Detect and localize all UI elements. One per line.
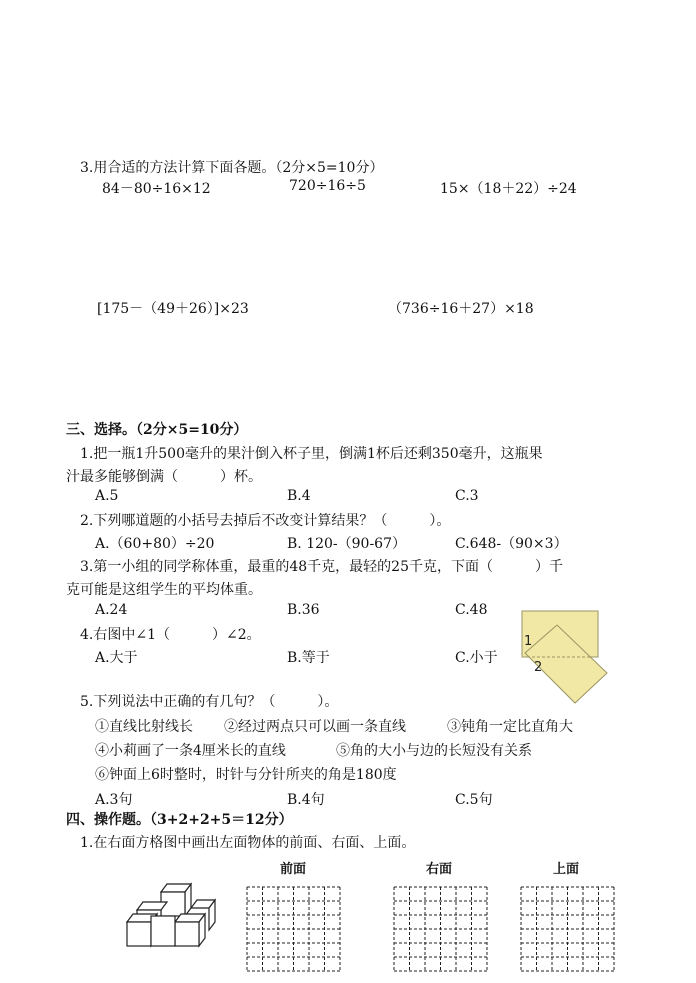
expression-4: [175－（49＋26）]×23 [97, 301, 249, 317]
angle-2-label: 2 [534, 660, 543, 675]
statement-2: ②经过两点只可以画一条直线 [224, 719, 406, 735]
grid-right-view [393, 886, 487, 972]
choice-q2-option-a: A.（60+80）÷20 [95, 536, 215, 552]
choice-q3-line1: 3.第一小组的同学称体重，最重的48千克，最轻的25千克，下面（ ）千 [80, 559, 563, 575]
choice-q1-option-c: C.3 [455, 488, 479, 504]
view-label-front: 前面 [280, 862, 307, 877]
choice-q4-option-c: C.小于 [455, 650, 498, 666]
choice-q3-option-b: B.36 [287, 602, 320, 618]
statement-4: ④小莉画了一条4厘米长的直线 [95, 743, 286, 759]
section-4-title: 四、操作题。（3+2+2+5＝12分） [66, 812, 293, 828]
choice-q4-line1: 4.右图中∠1（ ）∠2。 [80, 627, 261, 643]
choice-q1-option-b: B.4 [287, 488, 311, 504]
q3-title: 3.用合适的方法计算下面各题。（2分×5=10分） [80, 160, 384, 176]
angle-1-label: 1 [524, 634, 533, 649]
view-label-right: 右面 [426, 862, 453, 877]
choice-q5-line1: 5.下列说法中正确的有几句？（ ）。 [80, 694, 339, 710]
choice-q4-option-b: B.等于 [287, 650, 330, 666]
statement-5: ⑤角的大小与边的长短没有关系 [336, 743, 532, 759]
choice-q2-line1: 2.下列哪道题的小括号去掉后不改变计算结果？（ ）。 [80, 513, 451, 529]
statement-1: ①直线比射线长 [95, 719, 193, 735]
choice-q2-option-b: B. 120-（90-67） [287, 536, 406, 552]
statement-6: ⑥钟面上6时整时，时针与分针所夹的角是180度 [95, 767, 397, 783]
expression-2: 720÷16÷5 [289, 178, 366, 194]
view-label-top: 上面 [553, 862, 580, 877]
choice-q1-line1: 1.把一瓶1升500毫升的果汁倒入杯子里，倒满1杯后还剩350毫升，这瓶果 [80, 446, 543, 462]
expression-3: 15×（18＋22）÷24 [440, 181, 577, 197]
operation-q1: 1.在右面方格图中画出左面物体的前面、右面、上面。 [80, 835, 416, 851]
choice-q3-option-c: C.48 [455, 602, 488, 618]
choice-q1-option-a: A.5 [95, 488, 119, 504]
choice-q3-option-a: A.24 [95, 602, 128, 618]
choice-q1-line2: 汁最多能够倒满（ ）杯。 [66, 469, 262, 485]
expression-1: 84－80÷16×12 [102, 181, 211, 197]
choice-q5-option-a: A.3句 [95, 792, 133, 808]
choice-q5-option-b: B.4句 [287, 792, 325, 808]
expression-5: （736÷16＋27）×18 [388, 301, 534, 317]
statement-3: ③钝角一定比直角大 [447, 719, 573, 735]
choice-q2-option-c: C.648-（90×3） [455, 536, 568, 552]
grid-top-view [520, 886, 614, 972]
section-3-title: 三、选择。（2分×5=10分） [66, 422, 248, 438]
choice-q4-option-a: A.大于 [95, 650, 138, 666]
folded-paper-figure [515, 605, 615, 705]
grid-front-view [246, 886, 340, 972]
choice-q5-option-c: C.5句 [455, 792, 493, 808]
choice-q3-line2: 克可能是这组学生的平均体重。 [66, 582, 262, 598]
cube-stack-figure [125, 882, 220, 948]
